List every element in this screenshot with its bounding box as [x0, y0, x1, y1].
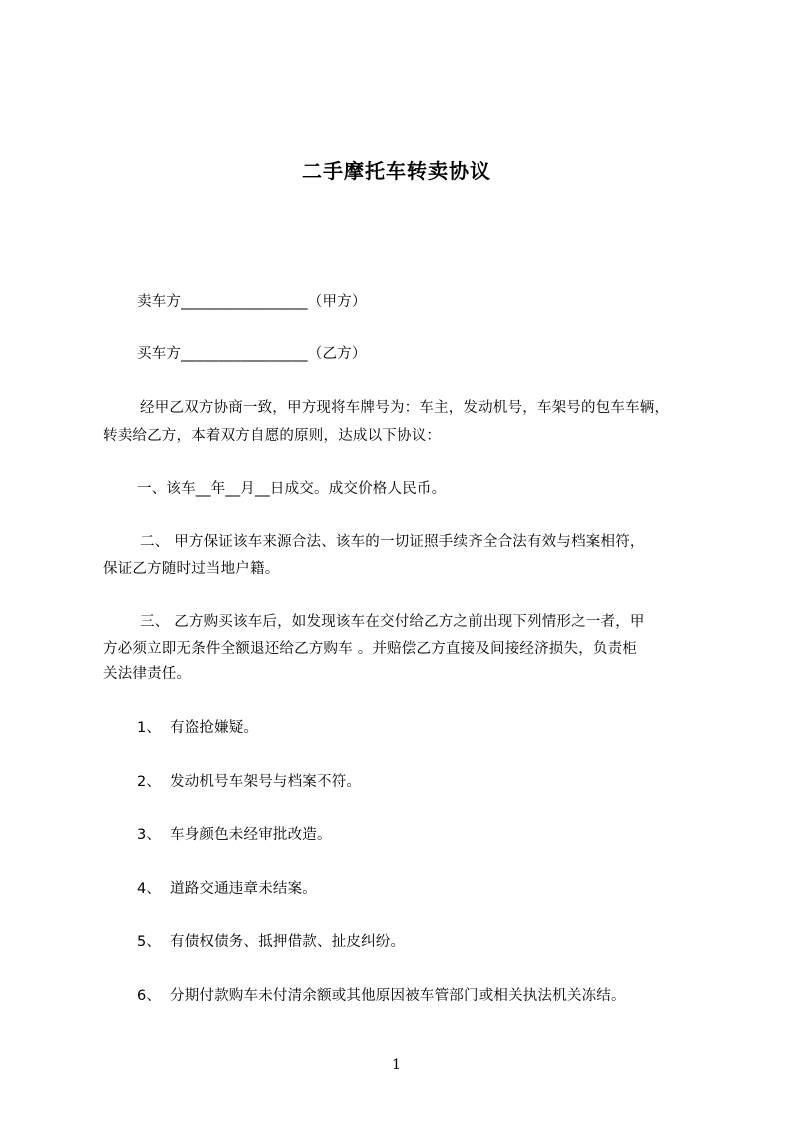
clause-2-line-1: 二、 甲方保证该车来源合法、该车的一切证照手续齐全合法有效与档案相符，	[140, 534, 645, 550]
condition-item	[137, 879, 317, 899]
buyer-label: 买车方	[137, 346, 182, 362]
seller-role: （甲方）	[307, 294, 367, 310]
clause-2-line-2: 保证乙方随时过当地户籍。	[103, 561, 280, 577]
condition-text: 分期付款购车未付清余额或其他原因被车管部门或相关执法机关冻结。	[170, 988, 626, 1004]
seller-line	[137, 292, 367, 312]
condition-number: 4、	[137, 881, 162, 897]
condition-text: 道路交通违章未结案。	[170, 881, 317, 897]
clause-3-line-2: 方必须立即无条件全额退还给乙方购车 。并赔偿乙方直接及间接经济损失，负责柜	[103, 641, 638, 657]
page-number: 1	[392, 1057, 401, 1073]
buyer-role: （乙方）	[307, 346, 367, 362]
condition-item	[137, 986, 626, 1006]
condition-number: 3、	[137, 827, 162, 843]
condition-number: 6、	[137, 988, 162, 1004]
condition-item	[137, 825, 332, 845]
clause-1: 一、该车__年__月__日成交。成交价格人民币。	[137, 481, 447, 497]
condition-text: 有盗抢嫌疑。	[170, 720, 259, 736]
condition-item	[137, 718, 258, 738]
condition-number: 2、	[137, 774, 162, 790]
intro-line-2: 转卖给乙方，本着双方自愿的原则，达成以下协议：	[103, 428, 442, 444]
document-title: 二手摩托车转卖协议	[302, 159, 491, 184]
condition-item	[137, 772, 361, 792]
condition-number: 1、	[137, 720, 162, 736]
condition-number: 5、	[137, 934, 162, 950]
condition-text: 发动机号车架号与档案不符。	[170, 774, 362, 790]
condition-text: 有债权债务、抵押借款、扯皮纠纷。	[170, 934, 406, 950]
clause-3-line-1: 三、 乙方购买该车后，如发现该车在交付给乙方之前出现下列情形之一者，甲	[140, 614, 645, 630]
buyer-blank: _________________	[181, 346, 308, 362]
seller-label: 卖车方	[137, 294, 182, 310]
intro-line-1: 经甲乙双方协商一致，甲方现将车牌号为：车主，发动机号，车架号的包车车辆，	[140, 400, 670, 416]
seller-blank: _________________	[181, 294, 308, 310]
condition-item	[137, 932, 405, 952]
buyer-line	[137, 344, 367, 364]
condition-text: 车身颜色未经审批改造。	[170, 827, 332, 843]
clause-3-line-3: 关法律责任。	[103, 666, 192, 682]
